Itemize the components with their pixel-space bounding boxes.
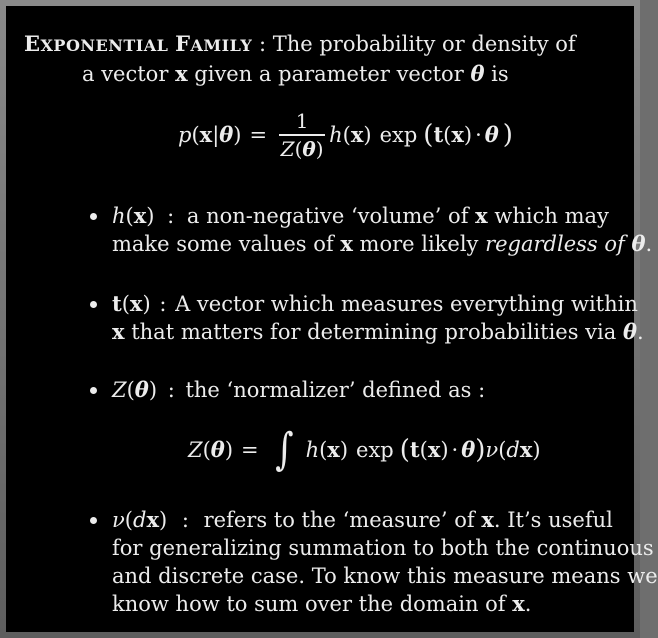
symbol-x: x: [175, 61, 188, 86]
integral-sign: ∫: [274, 424, 294, 475]
intro-line-1: [24, 30, 614, 60]
normalizer-equation: Z ( θ ) = ∫ h ( x ) exp ( t ( x ) · θ ) ν ( d x ): [188, 424, 541, 475]
intro-line-1-text: The probability or density of: [272, 32, 576, 56]
bullet-dot: [90, 301, 97, 308]
slide: EXPONENTIAL FAMILY : The probability or density of a vector x given a parameter vector θ is p ( x | θ ) = $\frac{1}{Z(\theta)}$ h ( x ) exp ( t ( x ) · θ ) h(x) : a non-negative ‘volume’ of x which may make some values of x more likely regardless of θ. t(x) : A vector which measures everything within x that matters for determining probabilities via θ. Z(θ) : the ‘normalizer’ defined as : Z ( θ ) = ∫ h ( x ) exp ( t ( x ) · θ ) ν ( d x ) ν(dx) : refers to the ‘measure’ of x. It’s useful for generalizing summation to both the continuous and discrete case. To know this measure means we know how to sum over the domain of x.: [6, 6, 634, 632]
bullet-dot: [90, 387, 97, 394]
symbol-theta: θ: [470, 61, 485, 86]
term-exponential-family: EXPONENTIAL FAMILY: [24, 31, 253, 56]
bullet-dot: [90, 213, 97, 220]
intro-line-2: a vector x given a parameter vector θ is: [82, 61, 509, 86]
definition-intro: [24, 30, 614, 88]
density-equation: p ( x | θ ) = $\frac{1}{Z(\theta)}$ h ( x ) exp ( t ( x ) · θ ): [178, 109, 513, 161]
normalizer-fraction: $\frac{1}{Z(\theta)}$: [280, 109, 324, 161]
bullet-dot: [90, 517, 97, 524]
term-separator: :: [258, 32, 267, 56]
